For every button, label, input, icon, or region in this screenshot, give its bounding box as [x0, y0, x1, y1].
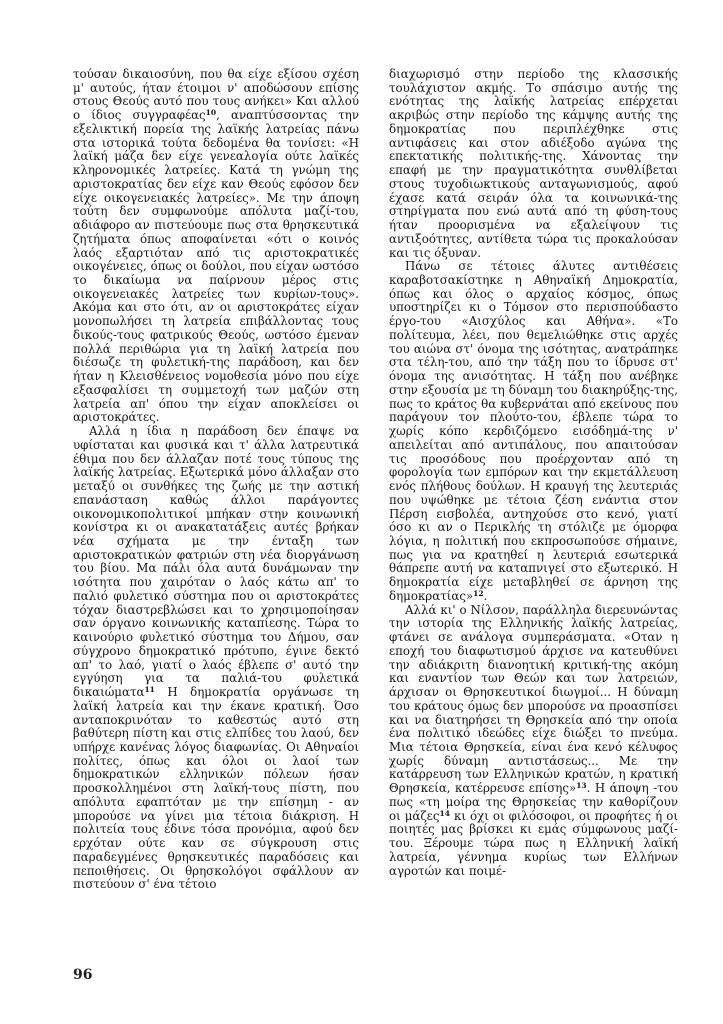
paragraph-1 [73, 68, 359, 425]
right-column [389, 68, 678, 878]
paragraph-text: κι όχι οι φιλόσοφοι, οι προφήτες ή οι ποιητές μας βρίσκει κι εμάς σύμφωνους μαζί-του. Ξέρουμε τώρα πως η Ελληνική λαϊκή λατρεία, γέννημα κυρίως των Ελλήνων αγροτών και ποιμέ- [389, 808, 678, 878]
paragraph-4 [389, 260, 678, 603]
page-number: 96 [73, 967, 93, 983]
footnote-ref: 13 [576, 781, 587, 791]
paragraph-text: . Η άποψη -του πως «τη μοίρα της Θρησκείας την καθορίζουν οι μάζες [389, 781, 678, 823]
paragraph-2 [73, 425, 359, 892]
footnote-ref: 14 [439, 808, 450, 818]
footnote-ref: 11 [144, 685, 155, 695]
paragraph-text: Αλλά κι' ο Νίλσον, παράλληλα διερευνώντας την ιστορία της Ελληνικής λαϊκής λατρείας, φτάνει σε ανάλογα συμπεράσματα. «Οταν η εποχή του διαφωτισμού άρχισε να κατευθύνει την αδιάκριτη διανοητική κριτική-της ακόμη και εναντίον των Θεών και των λατρειών, άρχισαν οι Θρησκευτικοί διωγμοί... Η δύναμη του κράτους όμως δεν μπορούσε να προασπίσει και να διατηρήσει τη Θρησκεία από την οποία ένα πολιτικό ιδεώδες είχε διώξει το πνεύμα. Μια τέτοια Θρησκεία, είναι ένα κενό κέλυφος χωρίς δύναμη αντιστάσεως... Με την κατάρρευση των Ελληνικών κρατών, η κρατική Θρησκεία, κατέρρευσε επίσης» [389, 602, 678, 796]
paragraph-text: Η δημοκρατία οργάνωσε τη λαϊκή λατρεία και την έκανε κρατική. Όσο ανταποκρινόταν το καθεστώς αυτό στη βαθύτερη πίστη και στις ελπίδες του λαού, δεν υπήρχε κανένας λόγος διαφωνίας. Οι Αθηναίοι πολίτες, όπως και όλοι οι λαοί των δημοκρατικών ελληνικών πόλεων ήσαν προσκολλημένοι στη λαϊκή-τους πίστη, που απόλυτα εφαπτόταν με την επίσημη - αν μπορούσε να γίνει μια τέτοια διάκριση. Η πολιτεία τους έδινε τόσα προνόμια, αφού δεν ερχόταν ούτε καν σε σύγκρουση στις παραδεγμένες θρησκευτικές παραδόσεις και πεποιθήσεις. Οι θρησκολόγοι σφάλλουν αν πιστεύουν σ' ένα τέτοιο [73, 685, 359, 892]
footnote-ref: 10 [205, 108, 217, 118]
paragraph-text: Αλλά η ίδια η παράδοση δεν έπαψε να υφίσταται και φυσικά και τ' άλλα λατρευτικά έθιμα που δεν άλλαζαν ποτέ τους τύπους της λαϊκής λατρείας. Εξωτερικά μόνο άλλαξαν στο μεταξύ οι συνθήκες της ζωής με την αστική επανάσταση καθώς άλλοι παράγοντες οικονομικοπολιτικοί μπήκαν στην κοινωνική κονίστρα κι οι ανακατατάξεις αυτές βρήκαν νέα σχήματα με την ένταξη των αριστοκρατικών φατριών στη νέα διοργάνωση του βίου. Μα πάλι όλα αυτά δυνάμωναν την ισότητα που χαιρόταν ο λαός κάτω απ' το παλιό φυλετικό σύστημα που οι αριστοκράτες τόχαν διαστρεβλώσει και το χρησιμοποίησαν σαν όργανο κοινωνικής καταπίεσης. Τώρα το καινούριο φυλετικό σύστημα του Δήμου, σαν σύγχρονο δημοκρατικό πρότυπο, έγινε δεκτό απ' το λαό, γιατί ο λαός έβλεπε σ' αυτό την εγγύηση για τα παλιά-του φυλετικά δικαιώματα [73, 424, 359, 700]
paragraph-text: διαχωρισμό στην περίοδο της κλασσικής τουλάχιστον ακμής. Το σπάσιμο αυτής της ενότητας της λαϊκής λατρείας επέρχεται ακριβώς στην περίοδο της κάμψης αυτής της δημοκρατίας που περιπλέχθηκε στις αντιφάσεις και στον αδιέξοδο αγώνα της επεκτατικής πολιτικής-της. Χάνοντας την επαφή με την πραγματικότητα συνθλίβεται στους τυχοδιωκτικούς ανταγωνισμούς, αφού έχασε κατά σειράν όλα τα κοινωνικά-της στηρίγματα που ενώ αυτά από τη φύση-τους ήταν προορισμένα να εξαλείψουν τις αντιξοότητες, αντίθετα τώρα τις προκαλούσαν και τις όξυναν. [389, 67, 678, 260]
paragraph-text: , αναπτύσσοντας την εξελικτική πορεία της λαϊκής λατρείας πάνω στα ιστορικά τούτα δεδομένα θα τονίσει: «Η λαϊκή μάζα δεν είχε γενεαλογία ούτε λαϊκές κληρονομικές λατρείες. Κατά τη γνώμη της αριστοκρατίας δεν είχε καν Θεούς εφόσον δεν είχε οικογενειακές λατρείες». Με την άποψη τούτη δεν συμφωνούμε απόλυτα μαζί-του, αδιάφορο αν πιστεύουμε πως στα θρησκευτικά ζητήματα όπως αποφαίνεται «ότι ο κοινός λαός εξαρτιόταν από τις αριστοκρατικές οικογένειες, όπως οι δούλοι, που είχαν ωστόσο το δικαίωμα να παίρνουν μέρος στις οικογενειακές λατρείες των κυρίων-τους». Ακόμα και στο ότι, αν οι αριστοκράτες είχαν μονοπωλήσει τη λατρεία επιβάλλοντας τους δικούς-τους φατρικούς Θεούς, ωστόσο έμεναν πολλά περιθώρια για τη λαϊκή λατρεία που διέσωζε τη φυλετική-της παράδοση, και δεν ήταν η Κλεισθένειος νομοθεσία μόνο που είχε εξασφαλίσει τη συμμετοχή των μαζών στη λατρεία απ' όπου την είχαν αποκλείσει οι αριστοκράτες. [73, 108, 359, 425]
paragraph-5 [389, 604, 678, 879]
paragraph-3 [389, 68, 678, 260]
left-column [73, 68, 359, 892]
footnote-ref: 12 [473, 588, 484, 598]
paragraph-text: . [483, 588, 488, 603]
paragraph-text: τούσαν δικαιοσύνη, που θα είχε εξίσου σχέση μ' αυτούς, ήταν έτοιμοι ν' αποδώσουν επίσης στους Θεούς αυτό που τους ανήκει» Και αλλού ο ίδιος συγγραφέας [73, 67, 359, 123]
paragraph-text: Πάνω σε τέτοιες άλυτες αντιθέσεις καραβοτσακίστηκε η Αθηναϊκή Δημοκρατία, όπως και όλος ο αρχαίος κόσμος, όπως υποστηρίζει κι ο Τόμσον στο περισπούδαστο έργο-του «Αισχύλος και Αθήνα». «Το πολίτευμα, λέει, που θεμελιώθηκε στις αρχές του αιώνα στ' όνομα της ισότητας, ανατράπηκε στα τέλη-του, από την τάξη που το ίδρυσε στ' όνομα της ανισότητας. Η τάξη που ανέβηκε στην εξουσία με τη δύναμη του διακηρύξης-της, πως το κράτος θα κυβερνάται από εκείνους που παράγουν τον πλούτο-του, έβλεπε τώρα το χωρίς κόπο κερδιζόμενο εισόδημά-της ν' απειλείται από αντιπάλους, που απαιτούσαν τις προσόδους που προέρχονταν από τη φορολογία των εμπόρων και την εκμετάλλευση ενός πλήθους δούλων. Η κραυγή της λευτεριάς που υψώθηκε με τέτοια ζέση ενάντια στον Πέρση εισβολέα, αντηχούσε στο κενό, γιατί όσο κι αν ο Περικλής τη στόλιζε με όμορφα λόγια, η πολιτική που εκπροσωπούσε σήμαινε, πως για να κρατηθεί η λευτεριά εσωτερικά θάπρεπε αυτή να καταπνιγεί στο εξωτερικό. Η δημοκρατία είχε μεταβληθεί σε άρνηση της δημοκρατίας» [389, 259, 678, 603]
